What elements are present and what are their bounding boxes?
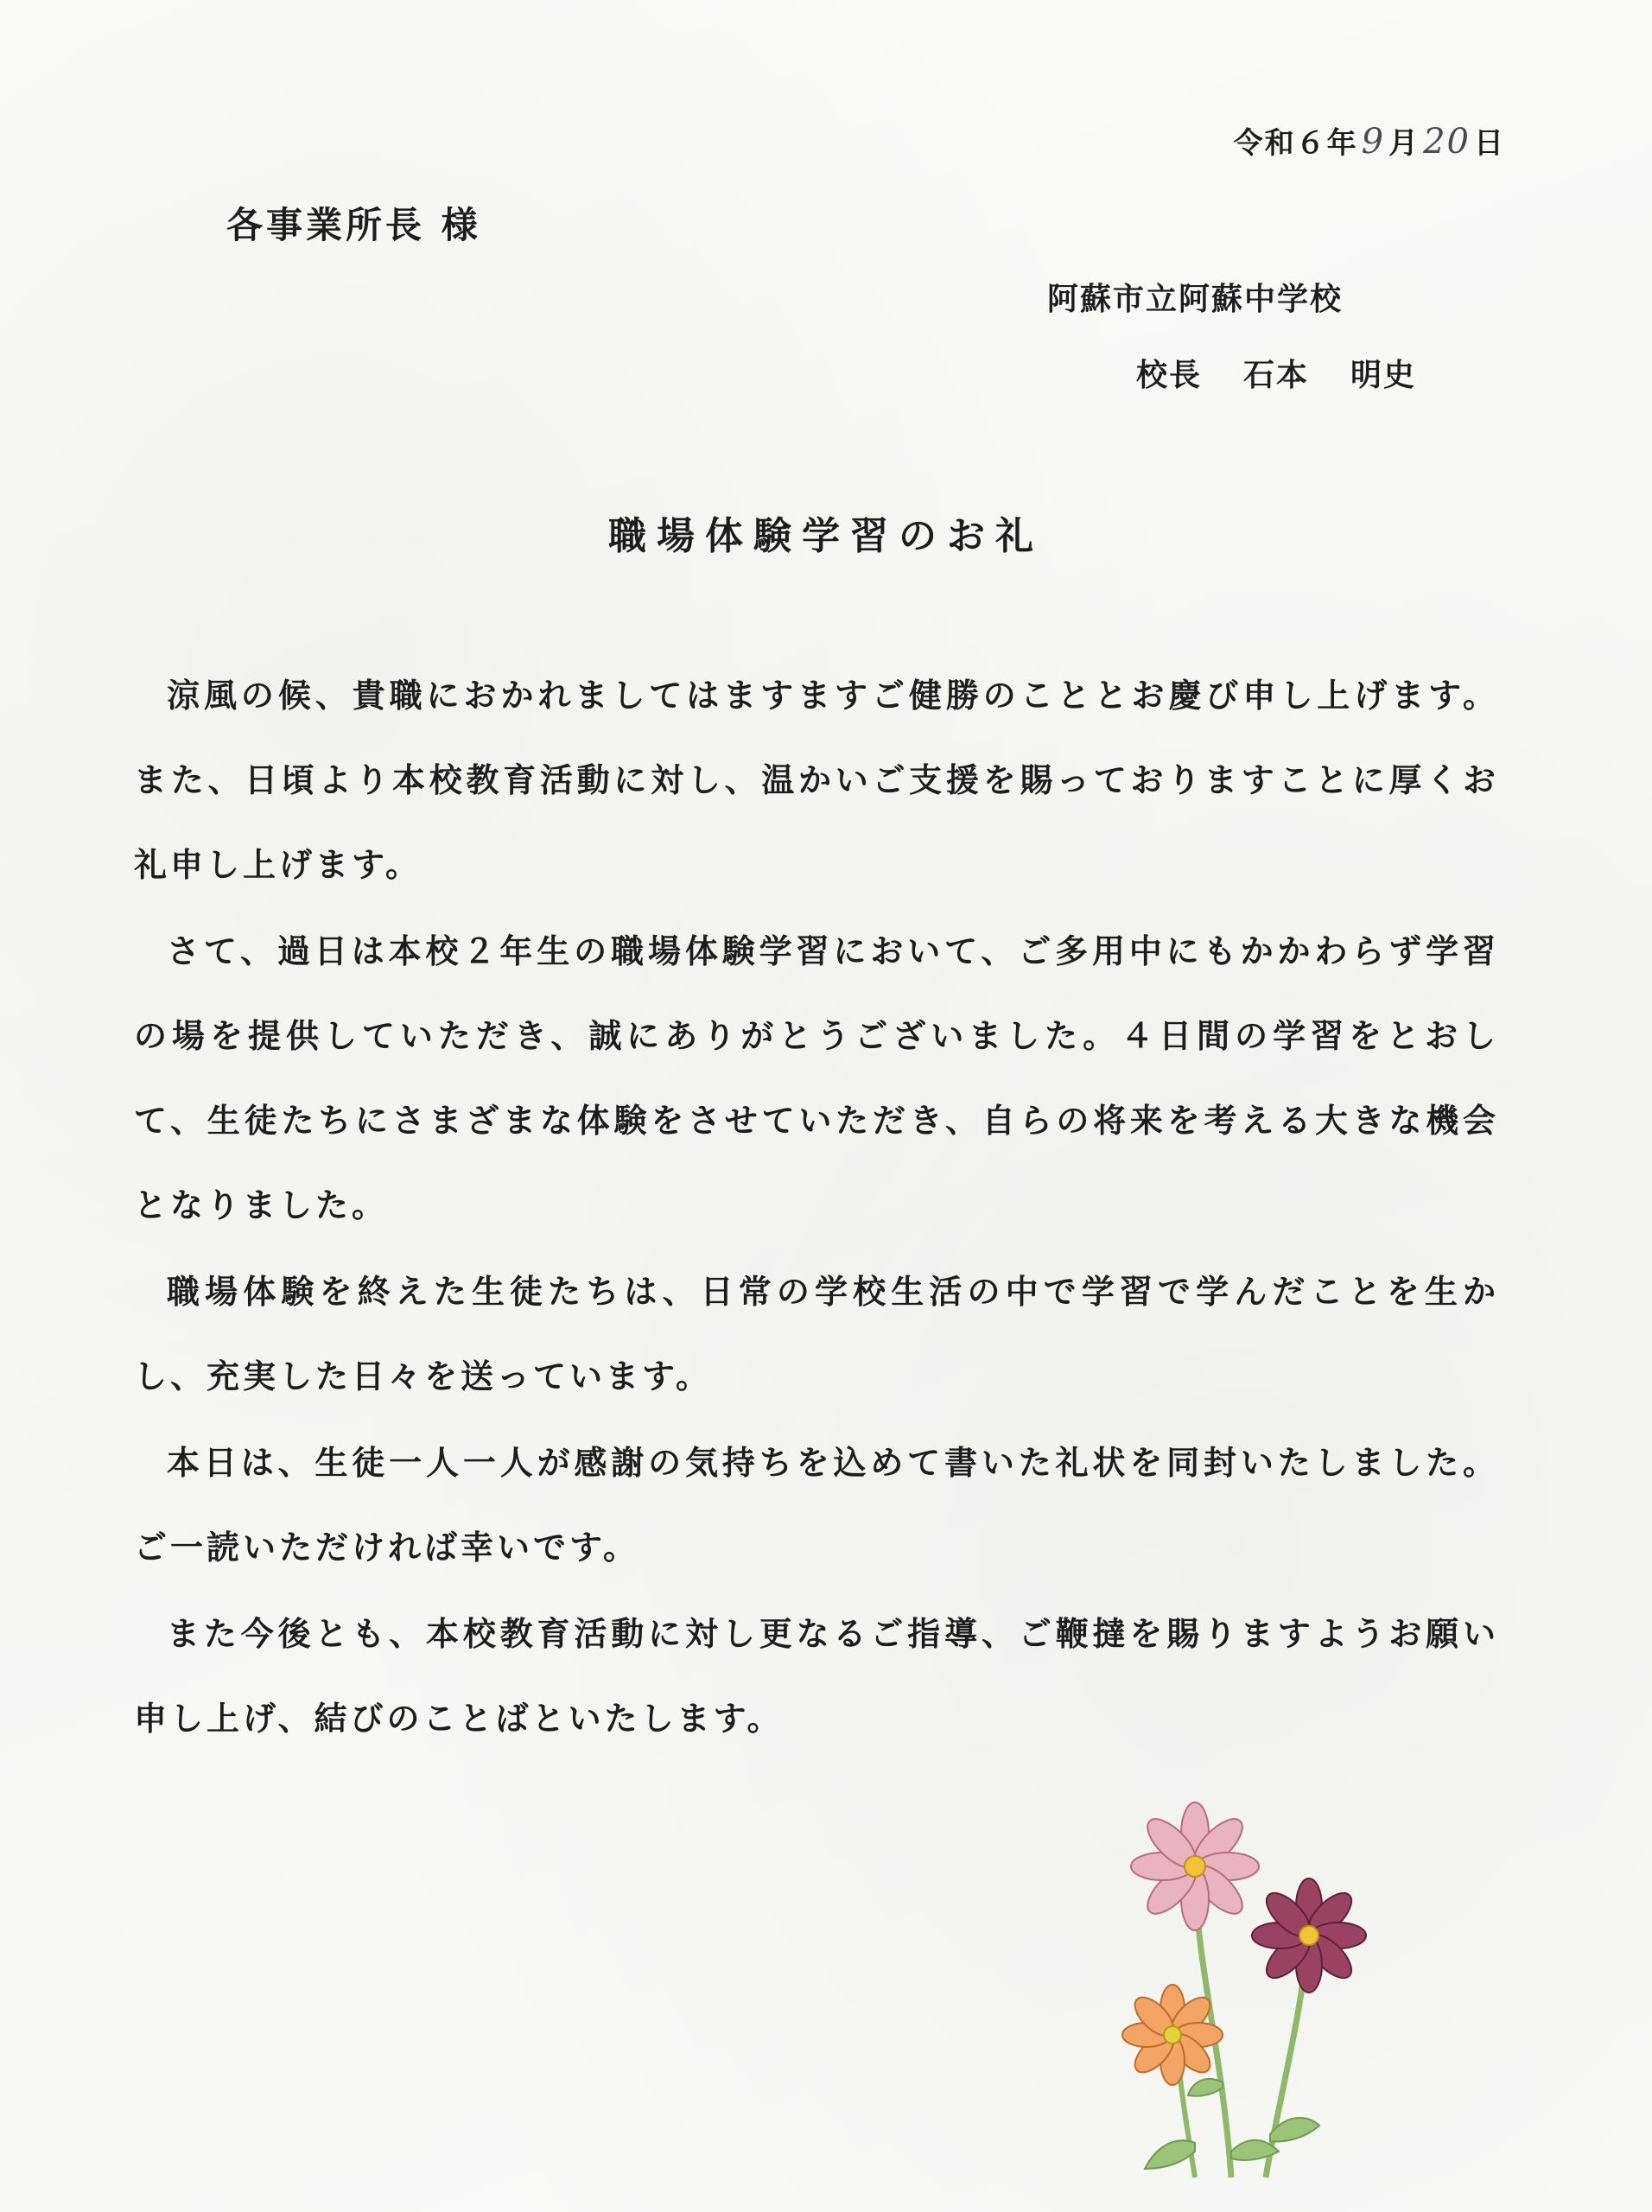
date-day-unit: 日 <box>1474 126 1505 161</box>
letter-date <box>1234 119 1505 162</box>
sender-surname: 石本 <box>1243 358 1310 393</box>
plum-cosmos <box>1252 1878 1366 1993</box>
cosmos-flower-illustration <box>1093 1771 1421 2195</box>
leaf <box>1188 2079 1223 2096</box>
body-paragraph: 職場体験を終えた生徒たちは、日常の学校生活の中で学習で学んだことを生かし、充実した日々を送っています。 <box>134 1273 1499 1395</box>
leaf <box>1145 2140 1195 2169</box>
date-era-year: 令和６年 <box>1233 126 1358 161</box>
recipient: 各事業所長 様 <box>226 204 481 246</box>
sender-principal <box>1136 351 1416 395</box>
date-month-handwritten: 9 <box>1361 122 1386 162</box>
sender-given-name: 明史 <box>1350 358 1417 393</box>
sender-school: 阿蘇市立阿蘇中学校 <box>1047 282 1344 317</box>
date-month-unit: 月 <box>1388 126 1420 161</box>
body-paragraph: さて、過日は本校２年生の職場体験学習において、ご多用中にもかかわらず学習の場を提供していただき、誠にありがとうございました。４日間の学習をとおして、生徒たちにさまざまな体験をさせていただき、自らの将来を考える大きな機会となりました。 <box>134 932 1499 1224</box>
letter-body <box>134 653 1499 1763</box>
orange-cosmos <box>1122 1985 1223 2085</box>
date-day-handwritten: 20 <box>1423 122 1471 162</box>
body-paragraph: 涼風の候、貴職におかれましてはますますご健勝のこととお慶び申し上げます。また、日頃より本校教育活動に対し、温かいご支援を賜っておりますことに厚くお礼申し上げます。 <box>134 677 1499 884</box>
body-paragraph: 本日は、生徒一人一人が感謝の気持ちを込めて書いた礼状を同封いたしました。ご一読いただければ幸いです。 <box>134 1444 1499 1567</box>
sender-position: 校長 <box>1136 358 1203 393</box>
body-paragraph: また今後とも、本校教育活動に対し更なるご指導、ご鞭撻を賜りますようお願い申し上げ、結びのことばといたします。 <box>134 1615 1499 1738</box>
pink-cosmos <box>1131 1802 1259 1930</box>
letter-title: 職場体験学習のお礼 <box>608 514 1044 558</box>
